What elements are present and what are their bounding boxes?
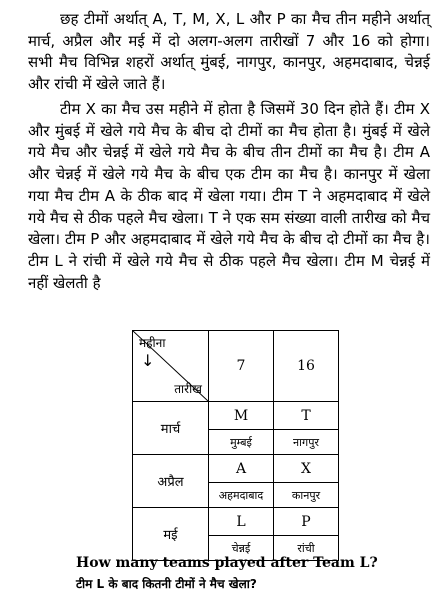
city-cell: नागपुर (274, 430, 339, 455)
team-cell: P (274, 508, 339, 536)
team-cell: A (209, 455, 274, 483)
team-cell: X (274, 455, 339, 483)
city-cell: रांची (274, 536, 339, 561)
puzzle-clues-paragraph: टीम X का मैच उस महीने में होता है जिसमें 30 दिन होते हैं। टीम X और मुंबई में खेले गये मैच के बीच दो टीमों का मैच होता है। मुंबई में खेले गये मैच और चेन्नई में खेले गये मैच के बीच तीन टीमों का मैच है। टीम A और चेन्नई में खेले गये मैच के बीच एक टीम का मैच है। कानपुर में खेला गया मैच टीम A के ठीक बाद में खेला गया। टीम T ने अहमदाबाद में खेले गये मैच से ठीक पहले मैच खेला। T ने एक सम संख्या वाली तारीख को मैच खेला। टीम P और अहमदाबाद में खेले गये मैच के बीच दो टीमों का मैच है। टीम L ने रांची में खेले गये मैच से ठीक पहले मैच खेला। टीम M चेन्नई में नहीं खेलती है (28, 100, 430, 292)
table-row (133, 455, 339, 483)
city-cell: मुम्बई (209, 430, 274, 455)
corner-date-label: तारीख (174, 382, 202, 396)
table-header-row (133, 331, 339, 402)
month-cell: मार्च (133, 402, 209, 455)
date-header-16: 16 (274, 331, 339, 402)
corner-month-label: महीना (139, 336, 166, 350)
down-arrow-icon: ↓ (141, 351, 155, 370)
month-cell: अप्रैल (133, 455, 209, 508)
date-header-7: 7 (209, 331, 274, 402)
team-cell: L (209, 508, 274, 536)
team-cell: M (209, 402, 274, 430)
city-cell: कानपुर (274, 483, 339, 508)
city-cell: अहमदाबाद (209, 483, 274, 508)
puzzle-intro-paragraph: छह टीमों अर्थात् A, T, M, X, L और P का मैच तीन महीने अर्थात् मार्च, अप्रैल और मई में दो अलग-अलग तारीखों 7 और 16 को होगा। सभी मैच विभिन्न शहरों अर्थात् मुंबई, नागपुर, कानपुर, अहमदाबाद, चेन्नई और रांची में खेले जाते हैं। (28, 10, 430, 94)
table-row (133, 508, 339, 536)
solution-table (132, 330, 339, 561)
table-row (133, 402, 339, 430)
city-cell: चेन्नई (209, 536, 274, 561)
team-cell: T (274, 402, 339, 430)
table-corner-cell (133, 331, 209, 402)
question-english: How many teams played after Team L? (76, 555, 378, 571)
month-cell: मई (133, 508, 209, 561)
question-hindi: टीम L के बाद कितनी टीमों ने मैच खेला? (76, 577, 257, 591)
